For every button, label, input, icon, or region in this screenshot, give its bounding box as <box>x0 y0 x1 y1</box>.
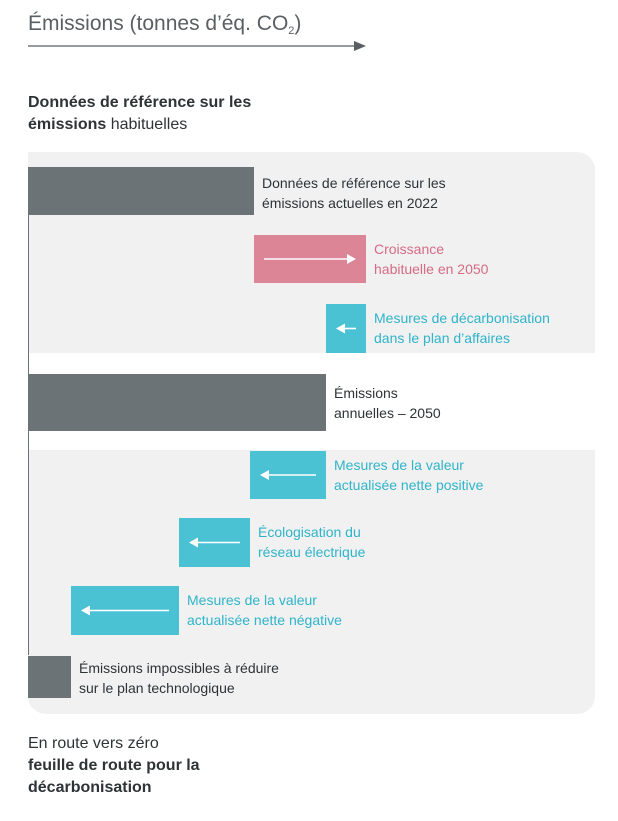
bar-hard-to-abate <box>28 656 71 698</box>
section-heading: Données de référence sur les émissions habituelles <box>28 94 252 133</box>
bar-business-plan-measures <box>326 304 366 353</box>
label-hard-to-abate: Émissions impossibles à réduire sur le plan technologique <box>79 660 279 696</box>
label-business-plan-measures: Mesures de décarbonisation dans le plan d’affaires <box>374 310 550 346</box>
label-grid-greening: Écologisation du réseau électrique <box>258 524 366 560</box>
bar-grid-greening <box>179 518 250 567</box>
label-annual-emissions-2050: Émissions annuelles – 2050 <box>334 385 441 421</box>
bar-baseline-2022 <box>28 167 254 215</box>
label-positive-npv-measures: Mesures de la valeur actualisée nette positive <box>334 457 484 493</box>
bar-annual-emissions-2050 <box>28 374 326 431</box>
zero-axis-line <box>28 215 29 655</box>
bar-negative-npv-measures <box>71 586 179 635</box>
label-negative-npv-measures: Mesures de la valeur actualisée nette négative <box>187 592 342 628</box>
arrow-left-icon <box>71 586 179 635</box>
arrow-left-icon <box>326 304 366 353</box>
label-growth-2050: Croissance habituelle en 2050 <box>374 241 489 277</box>
label-baseline-2022: Données de référence sur les émissions actuelles en 2022 <box>262 175 446 211</box>
footer-title: En route vers zéro feuille de route pour la décarbonisation <box>28 735 200 796</box>
axis-title: Émissions (tonnes d’éq. $CO_2$) <box>28 12 302 37</box>
bar-growth-2050 <box>254 235 366 283</box>
arrow-left-icon <box>179 518 250 567</box>
axis-arrow-icon <box>28 38 368 54</box>
arrow-left-icon <box>250 451 326 499</box>
bar-positive-npv-measures <box>250 451 326 499</box>
arrow-right-icon <box>254 235 366 283</box>
